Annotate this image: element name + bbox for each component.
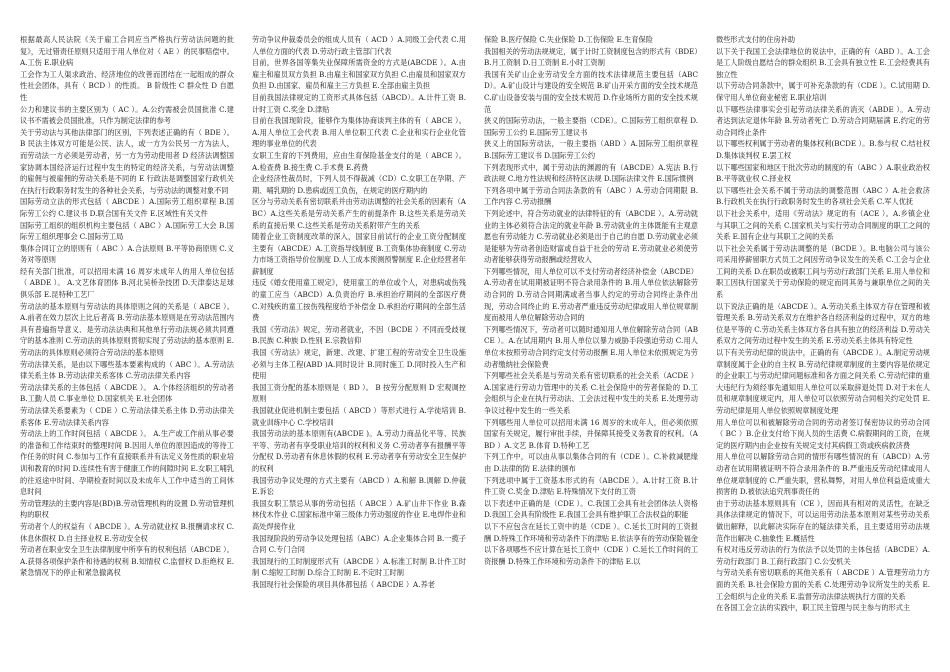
text-column-1 xyxy=(20,34,234,672)
question-paragraph: 下列工作中，可以由从事以集体合同的有（CDE ）。C.补救减肥缘由 D.法律的防 E.法律的颁布 xyxy=(484,452,698,473)
question-paragraph: 我国相关的劳动法规规定，属于计时工资制度包含的形式有（BDE）B.月工资制 D.日工资制 E.小时工资制 xyxy=(484,46,698,68)
question-paragraph: 我国女职工禁忌从事的劳动包括（ ABCE ）A.矿山井下作业 B.森林伐木作业 C.国家标准中第三级体力劳动强度的作业 E.电焊作业和高处焊接作业 xyxy=(252,498,466,531)
question-paragraph: 我国现行社会保险的项目具体都包括（ ABCDE ）A.养老 xyxy=(252,579,435,589)
question-paragraph: 关于劳动法与其他法律部门的区别，下列表述正确的有（ BDE ）。 B 民法主体双方可能是公民、法人，或一方为公民另一方为法人，而劳动法一方必须是劳动者，另一方为劳动使用者 D 经济法调整国家协调本国经济运行过程中发生的特定的经济关系，与劳动法调整的雇佣与被雇佣的劳动关系是不同的 E 行政法是调整国家行政机关在执行行政职务时发生的各种社会关系，与劳动法的调整对象不同 xyxy=(20,127,234,195)
question-paragraph: 以下关于我国工会法律地位的说法中，正确的有（ABD ）。A.工会是工人阶级自愿结合的群众组织 B.工会具有独立性 E.工会经费具有独立性 xyxy=(716,46,930,79)
question-paragraph: 随着企业工资制度改革的深入，国家目前试行的企业工资分配制度主要有（ABCDE）A.工资指导线制度 B.工资集体协商制度 C.劳动力市场工资指导价位制度 D.人工成本预测预警制度 E.企业经营者年薪制度 xyxy=(252,232,466,276)
question-paragraph: 根据最高人民法院《关于雇工合同应当严格执行劳动法问题的批复》，无过错责任原则只适用于用人单位对（ AE ）的民事赔偿中。 A.工伤 E.职业病 xyxy=(20,35,234,68)
question-paragraph: 下列哪些情况，用人单位可以不支付劳动者经济补偿金（ABCDE）A.劳动者在试用期被证明不符合录用条件的 B.用人单位依法解除劳动合同的 D.劳动合同期满或者当事人约定的劳动合同终止条件出现，劳动合同终止的 E.劳动者严重违反劳动纪律或用人单位规章制度而被用人单位解除劳动合同的 xyxy=(484,266,698,323)
question-paragraph: 劳动争议仲裁委员会的组成人员有（ ACD ）A.同级工会代表 C.用人单位方面的代表 D.劳动行政主管部门代表 xyxy=(252,35,466,56)
question-paragraph: 女职工生育的下列费用，应由生育保险基金支付的是（ ABCE ）。A.检查费 B.接生费 C.手术费 E.药费 xyxy=(252,150,466,172)
question-paragraph: 目前在我国现阶段，能够作为集体协商谈判主体的有（ ABCE ）。A.用人单位工会代表 B.用人单位职工代表 C.企业和实行企业化管理的事业单位的代表 xyxy=(252,116,466,149)
question-paragraph: 企业经济性裁员时，下列人员不得裁减（CD）C.女职工在孕期、产期、哺乳期的 D.患病或因工负伤，在规定的医疗期内的 xyxy=(252,174,466,195)
question-paragraph: 劳动法律关系，是由以下哪些基本要素构成的（ ABC ）。A.劳动法律关系主体 B.劳动法律关系客体 C.劳动法律关系内容 xyxy=(20,359,234,381)
question-paragraph: 违反《婚女使用童工规定》，使用童工的单位或个人，对患病或伤残的童工应当（ABCD）A.负责治疗 B.承担治疗期间的全部医疗费 C.对残疾的童工按伤残程度给予补偿金 D.承担治疗期间的全部生活费 xyxy=(252,278,466,323)
question-paragraph: 集体合同订立的原则有（ ABC ）A.合法原则 B.平等协商原则 C.义务对等原则 xyxy=(20,243,234,265)
question-paragraph: 保险 B.医疗保险 C.失业保险 D.工伤保险 E.生育保险 xyxy=(484,35,653,44)
question-paragraph: 下列选项中属于工资基本形式的有（ABCDE ）。A.计时工资 B.计件工资 C.奖金 D.津贴 E.特殊情况下支付的工资 xyxy=(484,475,698,497)
question-paragraph: 与劳动关系有密切联系的其他关系有（ ABCDE ）A.管理劳动力方面的关系 B.社会保险方面的关系 C.处理劳动争议所发生的关系 E.工会组织与企业的关系 E.监督劳动法律法规执行方面的关系 xyxy=(716,568,930,601)
question-paragraph: 以下哪些权利属于劳动者的集体权利(BCDE ）。B.参与权 C.结社权 D.集体谈判权 E.罢工权 xyxy=(716,139,930,160)
question-paragraph: 下列哪些用人单位可以招用未满 16 周岁的未成年人，但必须依照国家有关规定，履行审批手续，并保障其接受义务教育的权利。（ABD ）A.文艺 B.体育 D.特种工艺 xyxy=(484,417,698,450)
question-paragraph: 我国工资分配的基本原则是（ BD ）。 B 按劳分配原则 D 宏观调控原则 xyxy=(252,382,466,404)
question-paragraph: 劳动法律关系要素为（ CDE ）C.劳动法律关系主体 D.劳动法律关系客体 E.劳动法律关系内容 xyxy=(20,406,234,427)
question-paragraph: 劳动法的基本原则与劳动法的具体原则之间的关系是（ ABCE ）。 A.前者在效力层次上比后者高 B.劳动法基本原则是在劳动法范围内具有普遍指导意义、是劳动法法典和其他单行劳动法规必须共同遵守的基本准则 C.劳动法的具体原则贯彻实现了劳动法的基本原则 E.劳动法的具体原则必须符合劳动法的基本原则 xyxy=(20,301,234,358)
text-column-3 xyxy=(484,34,698,672)
question-paragraph: 下列哪些情况下，劳动者可以随时通知用人单位解除劳动合同（ABCE ）。A.在试用期内 B.用人单位以暴力威胁手段强迫劳动 C.用人单位未按照劳动合同约定支付劳动报酬 E.用人单位未依照规定为劳动者缴纳社会保险费 xyxy=(484,324,698,369)
question-paragraph: 目前，世界各国等集失业保障所需资金的方式是(ABCDE ）。A.由雇主和雇员双方负担 B.由雇主和国家双方负担 C.由雇员和国家双方负担 D.由国家、雇员和雇主三方负担 E.全部由雇主负担 xyxy=(252,58,466,91)
question-paragraph: 劳动者在职业安全卫生法律制度中所享有的权利包括（ABCDE ）。A.获得各项保护条件和待遇的权利 B.知情权 C.监督权 D.拒绝权 E.紧急情况下的停止和紧急撤离权 xyxy=(20,545,234,578)
question-paragraph: 以下哪些社会关系不属于劳动法的调整范围（ABC ）A.社会救济 B.行政机关在执行行政职务时发生的各项社会关系 C.军人优抚 xyxy=(716,185,930,207)
question-paragraph: 国际劳动立法的形式包括（ ABCDE ）A.国际劳工组织章程 B.国际劳工公约 C.建议书 D.联合国有关文件 E.区域性有关文件 xyxy=(20,197,234,218)
question-paragraph: 以下社会关系属于劳动法调整的是（BCDE ）。B.电脑公司与该公司采用停薪留职方式员工之间因劳动争议发生的关系 C.工会与企业工间的关系 D.在职员或被职工间与劳动行政部门关系 E.用人单位和职工因执行国家关于劳动保险的规定而同其务与兼职单位之间的关系 xyxy=(716,243,930,300)
question-paragraph: 劳动者个人的权益有（ ABCDE ）。A.劳动就业权 B.报酬请求权 C.休息休假权 D.自主择业权 E.劳动安全权 xyxy=(20,521,234,543)
question-paragraph: 劳动法上的工作时间包括（ ABCDE ）。 A.生产或工作前从事必要的准备和工作结束时的整理时间 B.因用人单位的原因造成的等待工作任务的时间 C.参加与工作有直接联系并有法定义务性质的职业培训和教育的时间 D.连续性有害于健康工作的间隙时间 E.女职工哺乳的往返途中时间、孕期检查时间以及未成年人工作中适当的工间休息时间 xyxy=(20,429,234,497)
question-paragraph: 公力和建议书的主要区别为（ AC ）。A.公约需被会员国批准 C.建议书不需被会员国批准，只作为制定法律的参考 xyxy=(20,104,234,126)
question-paragraph: 下列各项中属于劳动合同法条款的有（ABC ）A.劳动合同期限 B.工作内容 C.劳动报酬 xyxy=(484,185,698,207)
question-paragraph: 狭义的国际劳动法，一般主要指（CDE）。C.国际劳工组织章程 D.国际劳工公约 E.国际劳工建议书 xyxy=(484,116,698,137)
question-paragraph: 由于劳动法基本原则具有（CE ），因而具有相对的灵活性，在缺乏具体法律规定的情况下，可以运用劳动法基本原则对某些劳动关系做出解释，以此解决实际存在的疑法律关系，且主要适用劳动法规范作出解决 C.抽象性 E.概括性 xyxy=(716,498,930,543)
question-paragraph: 以下各项哪些不应计算在延长工资中（CDE ）C.延长工作时间的工资报酬 D.特殊工作环境和劳动条件下的津贴 E.以 xyxy=(484,545,698,566)
question-paragraph: 有权对违反劳动法的行为依法予以处罚的主体包括（ABCDE）A.劳动行政部门 B.工商行政部门 C.公安机关 xyxy=(716,545,930,566)
question-paragraph: 以下社会关系中，适用《劳动法》规定的有（ACE ）。A.乡镇企业与其职工之间的关系 C.国家机关与实行劳动合同制度的职工之间的关系 E.国有企业与其职工之间的关系 xyxy=(716,208,930,242)
question-paragraph: 我国现阶段的劳动争议处理包括（ABC）A.企业集体合同 B.一揽子合同 C.专门合同 xyxy=(252,533,466,555)
question-paragraph: 以下表述中正确的是（CDE ）。C.我国工会具有社会团体法人资格 D.我国工会具有阶级性 E.我国工会具有维护职工合法权益的职能 xyxy=(484,498,698,520)
question-paragraph: 微些形式支付的住房补助 xyxy=(716,35,796,44)
question-paragraph: 劳动管理法的主要内容是(BD)B.劳动管理机构的设置 D.劳动管理机构的职权 xyxy=(20,498,234,520)
question-paragraph: 用人单位可以解除劳动合同的情形有哪些情况的有（ABCD）A.劳动者在试用期被证明不符合录用条件的 B.严重违反劳动纪律或用人单位规章制度的 C.严重失职，营私舞弊，对用人单位利益造成重大损害的 D.被依法追究刑事责任的 xyxy=(716,452,930,497)
question-paragraph: 我国劳动法的基本原则有(ABCDE )。A.劳动力商品化平等、民族平等、劳动者有享受职业培训的权利和义务 C.劳动者享有报酬平等分配权 D.劳动者有休息休假的权利 E.劳动者享有劳动安全卫生保护的权利 xyxy=(252,429,466,473)
question-paragraph: 国际劳工组织的组织机构主要包括（ ABC ）A.国际劳工大会 B.国际劳工组织理事会 C.国际劳工局 xyxy=(20,220,234,242)
question-paragraph: 用人单位可以和被解除劳动合同的劳动者签订保密协议的劳动合同（ BC ）B.企业支付给下岗人员的生活费 C.病假期间的工资，在规定的医疗期内由企业按有关规定支付其病假工资或疾病救济费 xyxy=(716,417,930,450)
question-paragraph: 在各国工会立法的实践中，职工民主管理与民主参与的形式主 xyxy=(716,603,911,613)
question-paragraph: 我国《劳动法》规定，新建、改建、扩建工程的劳动安全卫生设施必须与主体工程(ABD )A.同时设计 B.同时施工 D.同时投入生产和使用 xyxy=(252,348,466,381)
question-paragraph: 以下说法正确的是（ABCDE ）。A.劳动关系主体双方存在管理和被管理关系 B.劳动关系双方在维护各自经济利益的过程中，双方的地位是平等的 C.劳动关系主体双方各自具有独立的经济利益 D.劳动关系双方之间劳动过程中发生的关系 E.劳动关系主体具有特定性 xyxy=(716,301,930,346)
question-paragraph: 劳动法律关系的主体包括（ ABCDE ）。 A.个体经济组织的劳动者 B.工勤人员 C.事业单位 D.国家机关 E.社会团体 xyxy=(20,382,234,404)
question-paragraph: 以下哪些法律事实会引起劳动法律关系的消灭（ABDE ）。A.劳动者达到法定退休年龄 B.劳动者死亡 D.劳动合同期届满 E.约定的劳动合同终止条件 xyxy=(716,104,930,137)
question-paragraph: 我国现行的工时制度形式有（ABCDE ）A.标准工时制 B.计件工时制 C.缩短工时制 D.综合工时制 E.不定时工时制 xyxy=(252,556,466,578)
question-paragraph: 下列哪些社会关系是与劳动关系有密切联系的社会关系（ACDE ）A.国家进行劳动力管理中的关系 C.社会保险中的劳者保险的 D.工会组织与企业在执行劳动法、工会法过程中发生的关系 E.处理劳动争议过程中发生的一些关系 xyxy=(484,371,698,415)
question-paragraph: 以下劳动合同条款中，属于可补充条款的有（CDE ）。C.试用期 D.保守用人单位商业秘密 E.职业培训 xyxy=(716,81,930,102)
text-column-2 xyxy=(252,34,466,672)
question-paragraph: 目前我国法律规定的工资形式具体包括（ABCD）。A.计件工资 B.计时工资 C.奖金 D.津贴 xyxy=(252,92,466,114)
question-paragraph: 以下哪些国家和地区于批次劳动的制度的有（ABC ）A.职业政治权 B.平等就业权 C.择业权 xyxy=(716,162,930,184)
question-paragraph: 工会作为工人渠求政治、经济地位的改善而团结在一起组成的群众性社会团体，具有（ BCD ）的性质。 B 阶级性 C 群众性 D 自愿性 xyxy=(20,69,234,102)
question-paragraph: 我国劳动争议处理的方式主要有（ABCD ）A.和解 B.调解 D.仲裁 E.诉讼 xyxy=(252,475,466,497)
text-column-4 xyxy=(716,34,930,672)
question-paragraph: 我国《劳动法》规定，劳动者就业，不因（BCDE ）不同而受歧视 B.民族 C.种族 D.性别 E.宗教信仰 xyxy=(252,324,466,346)
question-paragraph: 狭义上的国际劳动法，一般主要指（ABD ）A.国际劳工组织章程 B.国际劳工建议书 D.国际劳工公约 xyxy=(484,139,698,160)
question-paragraph: 区分与劳动关系有密切联系并由劳动法调整的社会关系的因素有（ABC）A.这些关系是劳动关系产生的前提条件 B.这些关系是劳动关系的直接后果 C.这些关系是劳动关系附带产生的关系 xyxy=(252,197,466,230)
question-paragraph: 以下不应包含在延长工资中的是（CDE ）。C.延长工时间的工资报酬 D.特殊工作环境和劳动条件下的津贴 E.依法享有的劳动保险福金 xyxy=(484,521,698,543)
question-paragraph: 我国有关矿山企业劳动安全方面的技术法律规范主要包括（ABCD）。A.矿山设计与建设的安全规范 B.矿山开采方面的安全技术规范 C.矿山设备安装与面的安全技术规范 D.作业场所方面的安全技术规范 xyxy=(484,69,698,114)
question-paragraph: 下列表现形式中，属于劳动法的渊源的有（ABCDE）A.宪法 B.行政法规 C.地方性法规和经济特区法规 D.国际法律文件 E.国际惯例 xyxy=(484,162,698,184)
question-paragraph: 下列论述中，符合劳动就业的法律特征的有（ABCDE ）。A.劳动就业的主体必须符合法定的就业年龄 B.劳动就业的主体既能有主观意愿也有劳动能力 C.劳动就业必须是出于自己的自愿 D.劳动就业必须是能够为劳动者创造财富或自益于社会的劳动 E.劳动就业必须使劳动者能够获得劳动报酬或经营收入 xyxy=(484,208,698,265)
question-paragraph: 经有关部门批准，可以招用未满 16 周岁未成年人的用人单位包括（ ABDE ）。 A.文艺体育团体 B.河北吴桥杂技团 D.天津泰达足球俱乐部 E.昆特种工艺厂 xyxy=(20,266,234,300)
question-paragraph: 以下有关劳动纪律的说法中，正确的有（ABCDE ）。A.制定劳动规章制度属于企业的自主权 B.劳动纪律规章制度的主要内容是依规定的企业职工与劳动纪律问题标准和各方面之间关系 C.劳动纪律的重大违纪行为须经事先通知用人单位可以采取辞退处罚 D.对于未在人员和规章制度规定内，用人单位可以依照劳动合同相关约定处罚 E.劳动纪律是用人单位依照规章制度处理 xyxy=(716,348,930,415)
question-paragraph: 我国就业促进机制主要包括（ ABCD ）等形式进行 A.学徒培训 B.就业训练中心 C.学校培训 xyxy=(252,406,466,427)
